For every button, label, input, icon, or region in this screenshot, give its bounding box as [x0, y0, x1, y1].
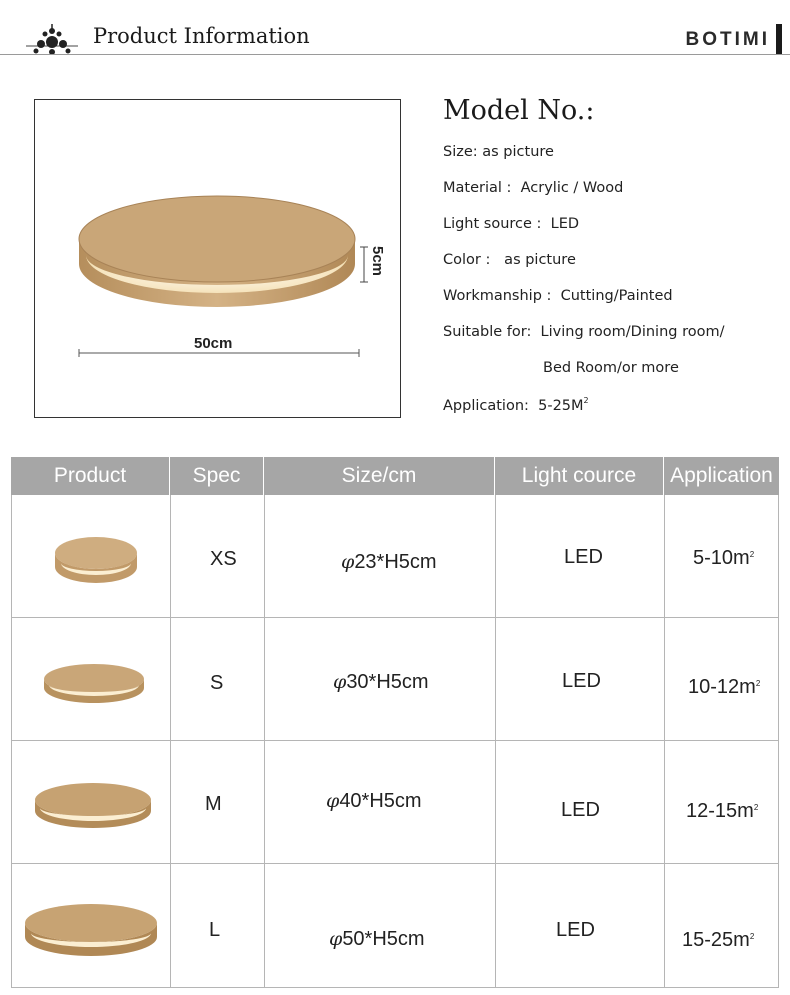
product-thumbnail-xs	[51, 531, 141, 591]
phi-symbol: φ	[326, 790, 340, 812]
size-value: 23*H5cm	[354, 551, 437, 573]
spec-color: Color : as picture	[443, 252, 576, 268]
brand-logo: BOTIMI	[685, 29, 770, 50]
application-value: 5-10m	[693, 547, 750, 569]
size-value: 50*H5cm	[342, 928, 425, 950]
grid-line	[664, 495, 665, 988]
cell-application-m	[686, 800, 758, 823]
product-thumbnail-s	[39, 659, 149, 711]
cell-spec-xs: XS	[210, 548, 237, 570]
spec-application-text: Application: 5-25M	[443, 398, 584, 414]
grid-line	[11, 740, 779, 741]
cell-size-l	[329, 928, 425, 951]
width-dimension-label: 50cm	[194, 335, 233, 352]
size-value: 40*H5cm	[339, 790, 422, 812]
th-spec: Spec	[170, 457, 264, 495]
header-divider	[0, 54, 790, 55]
grid-line	[170, 495, 171, 988]
cell-spec-m: M	[205, 793, 222, 815]
spec-material: Material : Acrylic / Wood	[443, 180, 624, 196]
th-product: Product	[11, 457, 170, 495]
grid-line	[778, 495, 779, 988]
product-thumbnail-l	[21, 901, 161, 965]
grid-line	[11, 617, 779, 618]
size-value: 30*H5cm	[346, 671, 429, 693]
cell-application-s	[688, 676, 760, 699]
th-light-source: Light cource	[495, 457, 664, 495]
superscript: 2	[583, 396, 589, 405]
grid-line	[11, 987, 779, 988]
spec-suitable-for-cont: Bed Room/or more	[543, 360, 679, 376]
grid-line	[11, 863, 779, 864]
phi-symbol: φ	[333, 671, 347, 693]
cell-light-xs: LED	[564, 546, 603, 568]
spec-suitable-for: Suitable for: Living room/Dining room/	[443, 324, 725, 340]
product-thumbnail-m	[31, 780, 155, 836]
page-title: Product Information	[93, 24, 310, 48]
application-value: 10-12m	[688, 676, 756, 698]
phi-symbol: φ	[341, 551, 355, 573]
phi-symbol: φ	[329, 928, 343, 950]
superscript: 2	[749, 932, 755, 941]
cell-size-xs	[341, 551, 437, 574]
ceiling-lamp-image	[34, 99, 401, 418]
spec-size: Size: as picture	[443, 144, 554, 160]
cell-spec-s: S	[210, 672, 224, 694]
cell-application-l	[682, 929, 754, 952]
cell-spec-l: L	[209, 919, 221, 941]
cell-light-s: LED	[562, 670, 601, 692]
model-number-label: Model No.:	[443, 95, 595, 126]
cell-light-m: LED	[561, 799, 600, 821]
chandelier-icon	[24, 22, 80, 62]
spec-application	[443, 396, 589, 414]
th-application: Application	[664, 457, 779, 495]
superscript: 2	[753, 803, 759, 812]
spec-workmanship: Workmanship : Cutting/Painted	[443, 288, 673, 304]
application-value: 15-25m	[682, 929, 750, 951]
th-size: Size/cm	[264, 457, 495, 495]
application-value: 12-15m	[686, 800, 754, 822]
grid-line	[11, 495, 12, 988]
cell-application-xs	[693, 547, 754, 570]
superscript: 2	[755, 679, 761, 688]
grid-line	[264, 495, 265, 988]
height-dimension-label: 5cm	[369, 246, 386, 277]
grid-line	[495, 495, 496, 988]
spec-light-source: Light source : LED	[443, 216, 580, 232]
cell-size-m	[326, 790, 422, 813]
brand-bar	[776, 24, 782, 54]
cell-light-l: LED	[556, 919, 595, 941]
superscript: 2	[749, 550, 755, 559]
cell-size-s	[333, 671, 429, 694]
